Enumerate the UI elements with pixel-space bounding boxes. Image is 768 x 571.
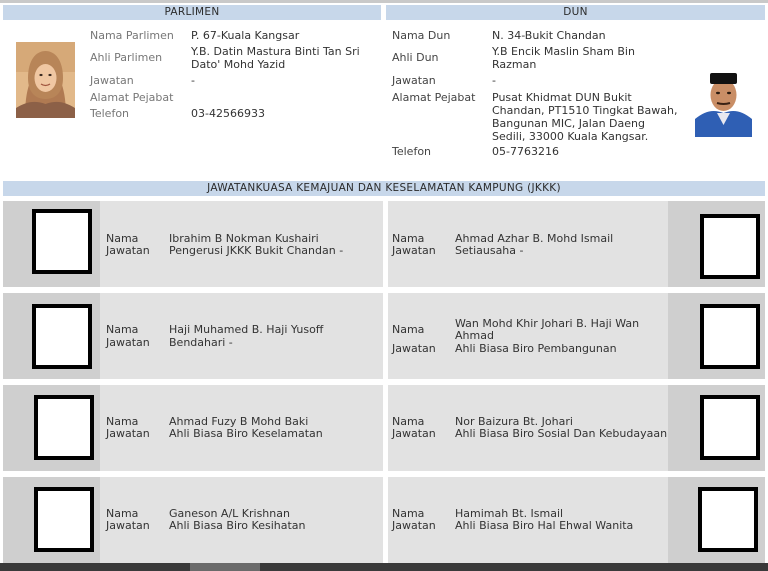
value-jawatan-parlimen: - (191, 74, 195, 87)
jkkk-row (3, 201, 765, 287)
label-nama-parlimen: Nama Parlimen (90, 29, 174, 42)
label-jawatan: Jawatan (106, 336, 150, 349)
label-alamat-dun: Alamat Pejabat (392, 91, 476, 104)
value-ahli-parlimen-line1: Y.B. Datin Mastura Binti Tan Sri (191, 45, 360, 58)
member-jawatan: Pengerusi JKKK Bukit Chandan - (169, 244, 344, 257)
member-nama: Ganeson A/L Krishnan (169, 507, 290, 520)
jkkk-header: JAWATANKUASA KEMAJUAN DAN KESELAMATAN KAMPUNG (JKKK) (3, 181, 765, 196)
member-photo-placeholder (700, 395, 760, 460)
scrollbar-thumb[interactable] (190, 563, 260, 571)
member-jawatan: Setiausaha - (455, 244, 524, 257)
member-jawatan: Bendahari - (169, 336, 233, 349)
member-jawatan: Ahli Biasa Biro Sosial Dan Kebudayaan (455, 427, 668, 440)
jkkk-row (3, 477, 765, 563)
value-nama-parlimen: P. 67-Kuala Kangsar (191, 29, 300, 42)
jkkk-member-card (3, 477, 383, 563)
value-telefon-parlimen: 03-42566933 (191, 107, 265, 120)
label-nama-dun: Nama Dun (392, 29, 451, 42)
label-nama: Nama (106, 507, 139, 520)
value-alamat-dun-line1: Pusat Khidmat DUN Bukit (492, 91, 632, 104)
value-alamat-dun-line4: Sedili, 33000 Kuala Kangsar. (492, 130, 649, 143)
label-nama: Nama (392, 415, 425, 428)
label-jawatan: Jawatan (392, 244, 436, 257)
jkkk-row (3, 293, 765, 379)
member-jawatan: Ahli Biasa Biro Kesihatan (169, 519, 306, 532)
member-nama: Ahmad Azhar B. Mohd Ismail (455, 232, 614, 245)
label-jawatan: Jawatan (392, 427, 436, 440)
jkkk-member-card (3, 293, 383, 379)
label-nama: Nama (392, 507, 425, 520)
label-ahli-parlimen: Ahli Parlimen (90, 51, 163, 64)
label-jawatan: Jawatan (392, 519, 436, 532)
label-jawatan: Jawatan (392, 342, 436, 355)
value-nama-dun: N. 34-Bukit Chandan (492, 29, 606, 42)
jkkk-member-card (388, 477, 765, 563)
jkkk-member-card (388, 385, 765, 471)
member-photo-frame (3, 477, 100, 563)
member-photo-frame (668, 201, 765, 287)
member-photo-frame (668, 293, 765, 379)
label-jawatan: Jawatan (106, 519, 150, 532)
jkkk-member-card (388, 293, 765, 379)
label-jawatan: Jawatan (106, 427, 150, 440)
horizontal-scrollbar[interactable] (0, 563, 768, 571)
member-photo-frame (668, 477, 765, 563)
value-alamat-dun-line2: Chandan, PT1510 Tingkat Bawah, (492, 104, 678, 117)
member-nama: Ahmad Fuzy B Mohd Baki (169, 415, 309, 428)
top-border (0, 0, 768, 3)
label-alamat-parlimen: Alamat Pejabat (90, 91, 174, 104)
member-nama-line2: Ahmad (455, 329, 494, 342)
label-jawatan: Jawatan (106, 244, 150, 257)
label-nama: Nama (106, 415, 139, 428)
label-telefon-parlimen: Telefon (90, 107, 130, 120)
member-jawatan: Ahli Biasa Biro Pembangunan (455, 342, 617, 355)
member-photo-frame (3, 385, 100, 471)
member-photo-frame (668, 385, 765, 471)
member-jawatan: Ahli Biasa Biro Keselamatan (169, 427, 323, 440)
parlimen-member-photo (16, 42, 75, 118)
member-photo-frame (3, 293, 100, 379)
member-nama-line1: Wan Mohd Khir Johari B. Haji Wan (455, 317, 640, 330)
member-photo-placeholder (32, 209, 92, 274)
label-nama: Nama (106, 232, 139, 245)
member-photo-placeholder (32, 304, 92, 369)
member-photo-placeholder (34, 487, 94, 552)
value-ahli-dun-line1: Y.B Encik Maslin Sham Bin (492, 45, 635, 58)
member-photo-placeholder (698, 487, 758, 552)
member-photo-placeholder (700, 214, 760, 279)
member-photo-placeholder (34, 395, 94, 460)
dun-member-photo (695, 61, 752, 137)
member-nama: Haji Muhamed B. Haji Yusoff (169, 323, 324, 336)
label-telefon-dun: Telefon (392, 145, 432, 158)
label-nama: Nama (392, 323, 425, 336)
member-photo-frame (3, 201, 100, 287)
member-nama: Ibrahim B Nokman Kushairi (169, 232, 319, 245)
label-nama: Nama (106, 323, 139, 336)
dun-header: DUN (386, 5, 765, 20)
value-ahli-dun-line2: Razman (492, 58, 537, 71)
member-photo-placeholder (700, 304, 760, 369)
label-jawatan-dun: Jawatan (392, 74, 436, 87)
label-nama: Nama (392, 232, 425, 245)
label-ahli-dun: Ahli Dun (392, 51, 439, 64)
jkkk-member-card (3, 201, 383, 287)
jkkk-row (3, 385, 765, 471)
value-ahli-parlimen-line2: Dato' Mohd Yazid (191, 58, 286, 71)
member-nama: Nor Baizura Bt. Johari (455, 415, 573, 428)
member-jawatan: Ahli Biasa Biro Hal Ehwal Wanita (455, 519, 634, 532)
member-nama: Hamimah Bt. Ismail (455, 507, 564, 520)
label-jawatan-parlimen: Jawatan (90, 74, 134, 87)
value-telefon-dun: 05-7763216 (492, 145, 559, 158)
parlimen-header: PARLIMEN (3, 5, 381, 20)
jkkk-member-card (388, 201, 765, 287)
jkkk-member-card (3, 385, 383, 471)
value-jawatan-dun: - (492, 74, 496, 87)
value-alamat-dun-line3: Bangunan MIC, Jalan Daeng (492, 117, 645, 130)
